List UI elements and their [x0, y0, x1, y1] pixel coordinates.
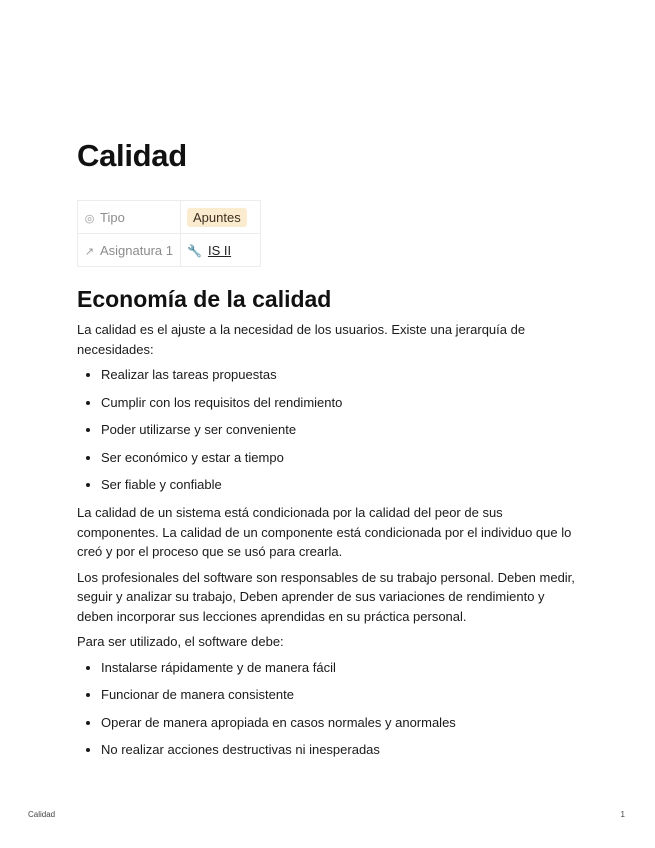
list-item: • Poder utilizarse y ser conveniente	[101, 420, 577, 440]
list-item: • Cumplir con los requisitos del rendimiento	[101, 393, 577, 413]
property-key-cell	[78, 201, 181, 234]
tag-apuntes: Apuntes	[187, 208, 247, 227]
paragraph-professionals: Los profesionales del software son responsables de su trabajo personal. Deben medir, seguir y analizar su trabajo, Deben aprender de sus variaciones de rendimiento y deben incorporar sus lecciones aprendidas en su práctica personal.	[77, 569, 575, 624]
property-key-cell	[78, 234, 181, 267]
list-item: • Ser económico y estar a tiempo	[101, 448, 577, 468]
needs-list	[77, 365, 577, 495]
property-row-tipo	[78, 201, 261, 234]
paragraph-system-quality: La calidad de un sistema está condicionada por la calidad del peor de sus componentes. La calidad de un componente está condicionada por el individuo que lo creó y por el proceso que se usó para crearla.	[77, 505, 572, 559]
list-item: • Ser fiable y confiable	[101, 475, 577, 495]
properties-table	[77, 200, 261, 267]
section-content	[77, 320, 577, 768]
arrow-up-right-icon: ↗	[84, 245, 95, 258]
page-number: 1	[620, 810, 625, 819]
software-requirements-list	[77, 658, 577, 761]
link-is-ii[interactable]: IS II	[207, 242, 232, 258]
list-item: • Operar de manera apropiada en casos normales y anormales	[101, 713, 577, 733]
list-item: • No realizar acciones destructivas ni inesperadas	[101, 740, 577, 760]
list-item: • Funcionar de manera consistente	[101, 685, 577, 705]
section-heading: Economía de la calidad	[77, 286, 332, 312]
wrench-icon: 🔧	[187, 243, 202, 258]
property-key-tipo: Tipo	[100, 209, 125, 225]
list-item: • Realizar las tareas propuestas	[101, 365, 577, 385]
footer-title: Calidad	[28, 810, 56, 819]
paragraph-software-must: Para ser utilizado, el software debe:	[77, 634, 284, 649]
property-key-asignatura: Asignatura 1	[100, 242, 173, 258]
page-title: Calidad	[77, 138, 187, 173]
property-row-asignatura	[78, 234, 261, 267]
paragraph-intro: La calidad es el ajuste a la necesidad de los usuarios. Existe una jerarquía de necesidades:	[77, 322, 526, 357]
property-value-cell[interactable]	[181, 234, 261, 267]
target-icon: ◎	[84, 212, 95, 225]
property-value-cell	[181, 201, 261, 234]
list-item: • Instalarse rápidamente y de manera fácil	[101, 658, 577, 678]
